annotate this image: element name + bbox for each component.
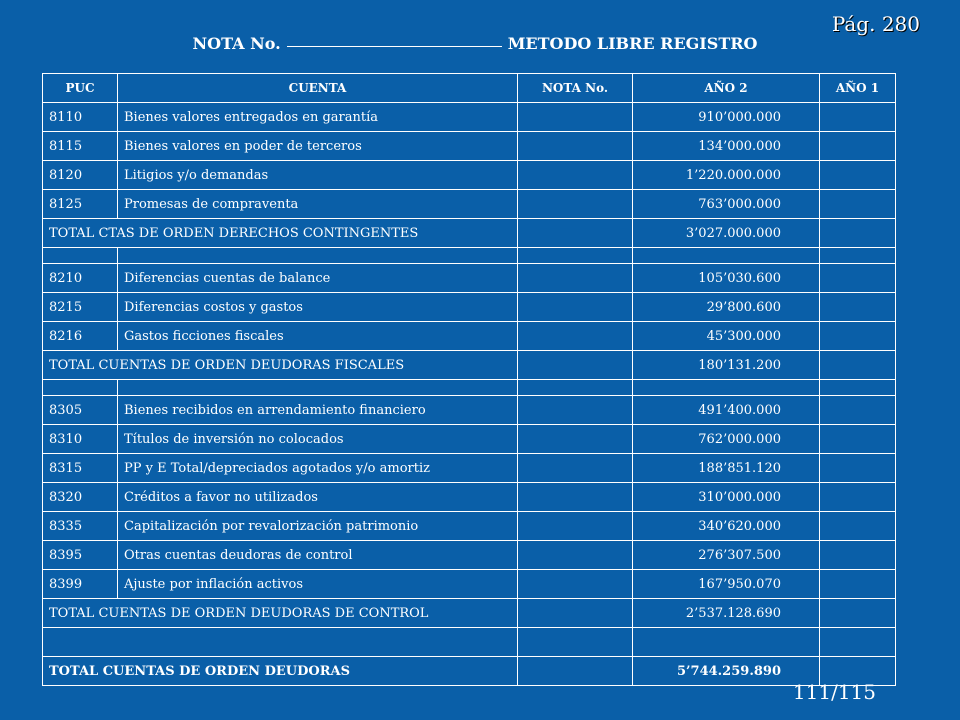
cuenta-cell: Bienes recibidos en arrendamiento financiero <box>118 396 518 425</box>
table-row <box>43 190 896 219</box>
anio2-cell: 310’000.000 <box>633 483 820 512</box>
anio2-cell: 763’000.000 <box>633 190 820 219</box>
puc-cell: 8399 <box>43 570 118 599</box>
table-row <box>43 161 896 190</box>
anio2-cell: 45’300.000 <box>633 322 820 351</box>
nota-cell <box>518 264 633 293</box>
puc-cell: 8320 <box>43 483 118 512</box>
cuenta-cell: Créditos a favor no utilizados <box>118 483 518 512</box>
table-row <box>43 483 896 512</box>
cuenta-cell: Promesas de compraventa <box>118 190 518 219</box>
table-row <box>43 264 896 293</box>
header-anio2: AÑO 2 <box>633 74 820 103</box>
nota-cell <box>518 570 633 599</box>
anio2-cell: 29’800.600 <box>633 293 820 322</box>
cuenta-cell: Litigios y/o demandas <box>118 161 518 190</box>
cuenta-cell: PP y E Total/depreciados agotados y/o amortiz <box>118 454 518 483</box>
table-row <box>43 454 896 483</box>
cuenta-cell: Diferencias costos y gastos <box>118 293 518 322</box>
puc-cell: 8210 <box>43 264 118 293</box>
table-row <box>43 322 896 351</box>
nota-cell <box>518 293 633 322</box>
anio1-cell <box>820 293 896 322</box>
empty-cell <box>633 628 820 657</box>
header-nota: NOTA No. <box>518 74 633 103</box>
nota-cell <box>518 483 633 512</box>
cuenta-cell: Bienes valores en poder de terceros <box>118 132 518 161</box>
anio1-cell <box>820 264 896 293</box>
total-row <box>43 219 896 248</box>
anio1-cell <box>820 103 896 132</box>
nota-blank-line <box>287 46 502 47</box>
accounts-table <box>42 73 896 686</box>
total-label: TOTAL CUENTAS DE ORDEN DEUDORAS DE CONTROL <box>43 599 518 628</box>
cuenta-cell: Gastos ficciones fiscales <box>118 322 518 351</box>
total-value: 3’027.000.000 <box>633 219 820 248</box>
anio1-cell <box>820 132 896 161</box>
total-value: 2’537.128.690 <box>633 599 820 628</box>
nota-cell <box>518 599 633 628</box>
puc-cell: 8115 <box>43 132 118 161</box>
anio2-cell: 167’950.070 <box>633 570 820 599</box>
anio2-cell: 276’307.500 <box>633 541 820 570</box>
empty-cell <box>43 380 118 396</box>
spacer-row <box>43 628 896 657</box>
empty-cell <box>820 248 896 264</box>
anio1-cell <box>820 161 896 190</box>
cuenta-cell: Capitalización por revalorización patrimonio <box>118 512 518 541</box>
nota-cell <box>518 322 633 351</box>
anio1-cell <box>820 512 896 541</box>
nota-cell <box>518 161 633 190</box>
total-value: 5’744.259.890 <box>633 657 820 686</box>
anio1-cell <box>820 190 896 219</box>
anio1-cell <box>820 483 896 512</box>
puc-cell: 8395 <box>43 541 118 570</box>
anio1-cell <box>820 219 896 248</box>
nota-cell <box>518 190 633 219</box>
anio2-cell: 491’400.000 <box>633 396 820 425</box>
puc-cell: 8120 <box>43 161 118 190</box>
empty-cell <box>820 380 896 396</box>
nota-cell <box>518 219 633 248</box>
table-row <box>43 396 896 425</box>
cuenta-cell: Títulos de inversión no colocados <box>118 425 518 454</box>
nota-cell <box>518 425 633 454</box>
table-row <box>43 103 896 132</box>
spacer-row <box>43 248 896 264</box>
nota-cell <box>518 351 633 380</box>
cuenta-cell: Otras cuentas deudoras de control <box>118 541 518 570</box>
nota-cell <box>518 396 633 425</box>
total-row <box>43 351 896 380</box>
anio1-cell <box>820 322 896 351</box>
cuenta-cell: Diferencias cuentas de balance <box>118 264 518 293</box>
total-value: 180’131.200 <box>633 351 820 380</box>
nota-cell <box>518 512 633 541</box>
puc-cell: 8215 <box>43 293 118 322</box>
anio2-cell: 910’000.000 <box>633 103 820 132</box>
anio1-cell <box>820 570 896 599</box>
title-prefix: NOTA No. <box>192 34 281 53</box>
puc-cell: 8305 <box>43 396 118 425</box>
nota-cell <box>518 103 633 132</box>
empty-cell <box>43 628 518 657</box>
empty-cell <box>118 248 518 264</box>
table-row <box>43 512 896 541</box>
anio1-cell <box>820 541 896 570</box>
slide-counter: 111/115 <box>792 680 876 704</box>
total-row <box>43 657 896 686</box>
anio2-cell: 762’000.000 <box>633 425 820 454</box>
empty-cell <box>518 248 633 264</box>
anio2-cell: 105’030.600 <box>633 264 820 293</box>
puc-cell: 8216 <box>43 322 118 351</box>
table-row <box>43 541 896 570</box>
total-label: TOTAL CUENTAS DE ORDEN DEUDORAS <box>43 657 518 686</box>
total-label: TOTAL CTAS DE ORDEN DERECHOS CONTINGENTES <box>43 219 518 248</box>
anio1-cell <box>820 351 896 380</box>
anio1-cell <box>820 425 896 454</box>
cuenta-cell: Ajuste por inflación activos <box>118 570 518 599</box>
anio2-cell: 340’620.000 <box>633 512 820 541</box>
puc-cell: 8110 <box>43 103 118 132</box>
header-puc: PUC <box>43 74 118 103</box>
anio2-cell: 188’851.120 <box>633 454 820 483</box>
table-row <box>43 293 896 322</box>
empty-cell <box>518 628 633 657</box>
table-row <box>43 425 896 454</box>
header-anio1: AÑO 1 <box>820 74 896 103</box>
total-row <box>43 599 896 628</box>
empty-cell <box>43 248 118 264</box>
cuenta-cell: Bienes valores entregados en garantía <box>118 103 518 132</box>
nota-cell <box>518 541 633 570</box>
spacer-row <box>43 380 896 396</box>
puc-cell: 8310 <box>43 425 118 454</box>
nota-cell <box>518 657 633 686</box>
anio2-cell: 1’220.000.000 <box>633 161 820 190</box>
puc-cell: 8335 <box>43 512 118 541</box>
empty-cell <box>633 248 820 264</box>
anio1-cell <box>820 599 896 628</box>
nota-cell <box>518 132 633 161</box>
empty-cell <box>118 380 518 396</box>
total-label: TOTAL CUENTAS DE ORDEN DEUDORAS FISCALES <box>43 351 518 380</box>
empty-cell <box>518 380 633 396</box>
page-title <box>0 34 950 53</box>
header-cuenta: CUENTA <box>118 74 518 103</box>
anio1-cell <box>820 396 896 425</box>
title-suffix: METODO LIBRE REGISTRO <box>507 34 758 53</box>
table-row <box>43 570 896 599</box>
puc-cell: 8125 <box>43 190 118 219</box>
anio1-cell <box>820 454 896 483</box>
anio2-cell: 134’000.000 <box>633 132 820 161</box>
table-header-row <box>43 74 896 103</box>
empty-cell <box>633 380 820 396</box>
empty-cell <box>820 628 896 657</box>
puc-cell: 8315 <box>43 454 118 483</box>
table-row <box>43 132 896 161</box>
nota-cell <box>518 454 633 483</box>
page-number: Pág. 280 <box>831 12 920 36</box>
